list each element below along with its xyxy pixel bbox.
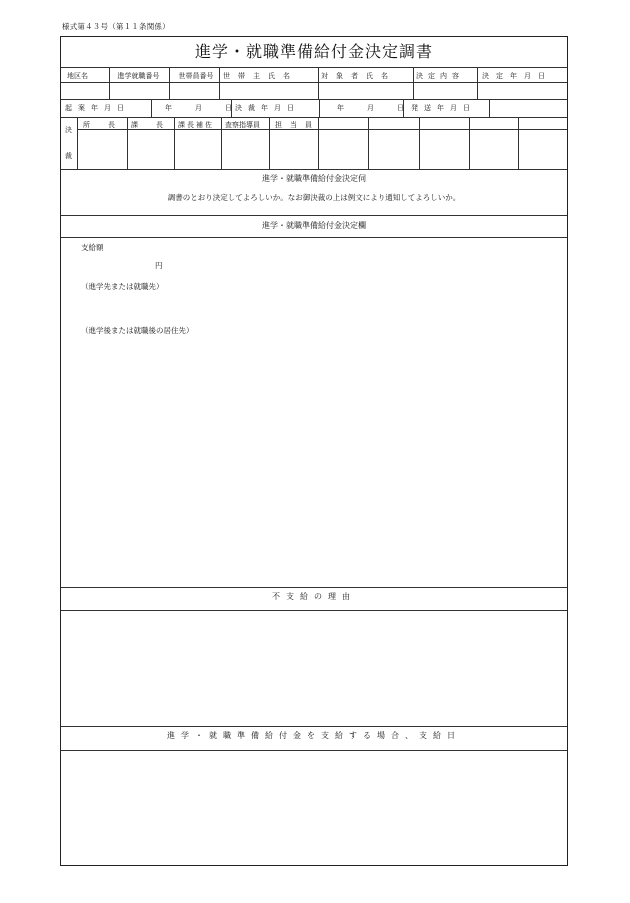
residence-label: （進学後または就職後の居住先） [81,326,194,335]
approval-role-section-chief: 課長 [131,121,181,129]
kessai-date-label: 決裁年月日 [235,104,300,112]
amount-label: 支給額 [81,243,104,252]
header-target-name: 対象者氏名 [321,72,396,80]
form-frame [60,36,568,866]
kian-date-label: 起案年月日 [65,104,130,112]
hassou-date-label: 発送年月日 [411,104,476,112]
payday-heading: 進学・就職準備給付金を支給する場合、支給日 [167,731,461,740]
approval-role-assistant: 課長補佐 [178,121,214,129]
approval-role-chief: 所長 [83,121,133,129]
destination-label: （進学先または就職先） [81,282,164,291]
yen-label: 円 [155,261,163,270]
header-decision-date: 決定年月日 [482,72,552,80]
header-district-name: 地区名 [67,72,88,80]
form-title: 進学・就職準備給付金決定調書 [194,42,433,61]
inquiry-body: 調書のとおり決定してよろしいか。なお御決裁の上は例文により通知してよろしいか。 [167,193,461,202]
inquiry-heading: 進学・就職準備給付金決定伺 [262,174,366,183]
kessai-date-value: 年 月 日 [337,104,412,112]
approval-label-1: 決 [65,126,72,134]
nonpayment-heading: 不支給の理由 [272,592,356,601]
approval-label-2: 裁 [65,152,72,160]
header-member-number: 世帯員番号 [178,72,214,80]
form-number-label: 様式第４３号（第１１条関係） [62,22,170,31]
kian-date-value: 年 月 日 [165,104,240,112]
header-advance-number: 進学就職番号 [117,72,160,80]
approval-role-caseworker: 担当員 [275,121,320,129]
header-householder-name: 世帯主氏名 [223,72,298,80]
header-decision-content: 決定内容 [416,72,464,80]
approval-role-supervisor: 査察指導員 [225,121,260,129]
decision-heading: 進学・就職準備給付金決定欄 [262,221,366,230]
